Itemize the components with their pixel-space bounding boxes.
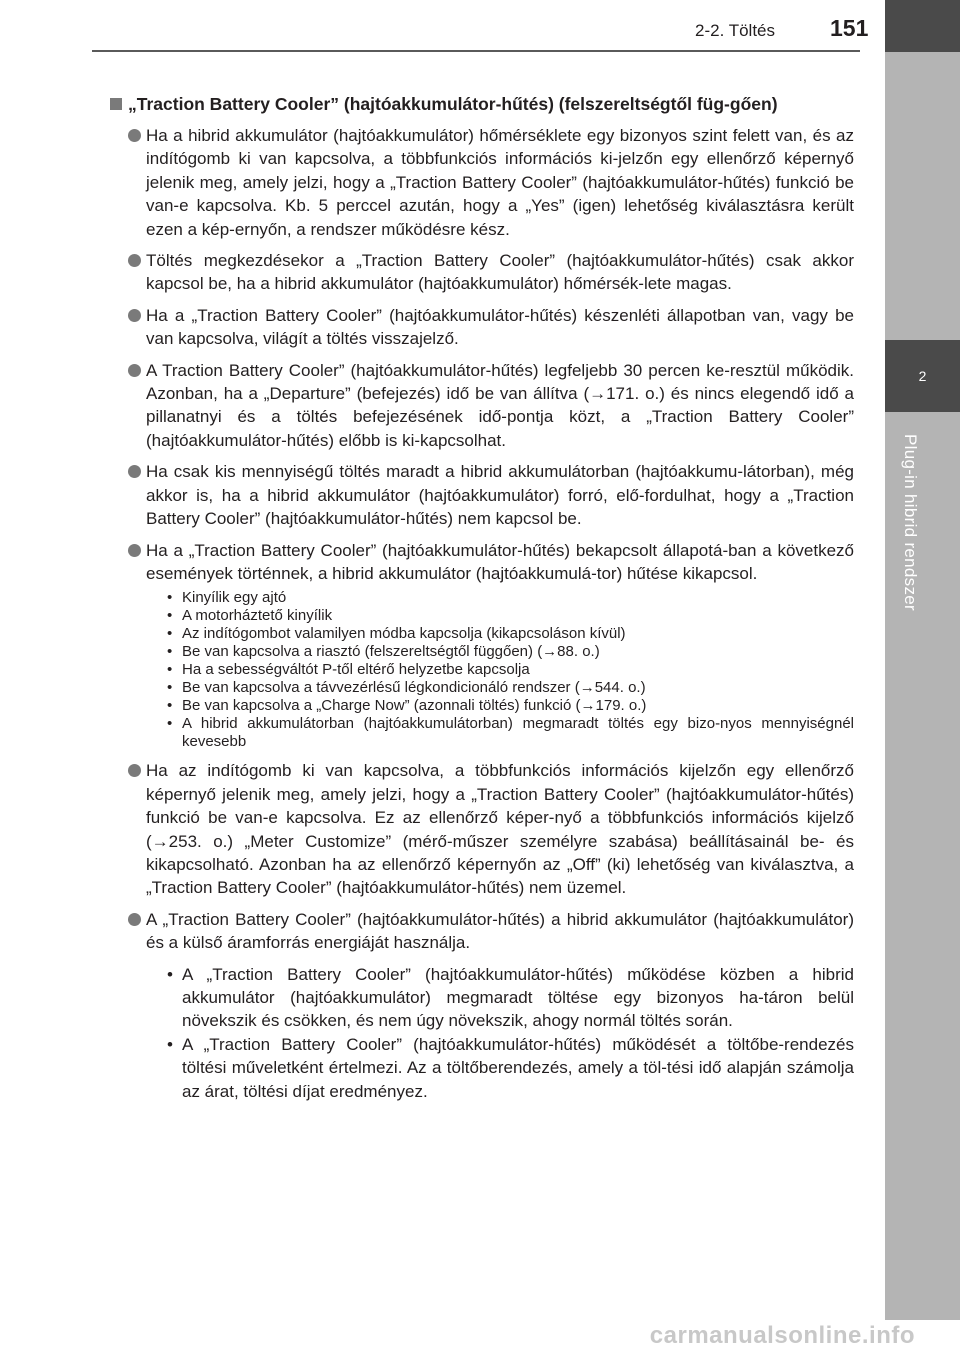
circle-bullet-icon [128, 129, 141, 142]
paragraph [128, 304, 854, 351]
chapter-number: 2 [918, 368, 927, 384]
page-number: 151 [830, 15, 869, 41]
list-item: • Be van kapcsolva a „Charge Now” (azonnali töltés) funkció (→179. o.) [164, 697, 854, 715]
paragraph-text: Ha a hibrid akkumulátor (hajtóakkumulátor) hőmérséklete egy bizonyos szint felett van, és az indítógomb ki van kapcsolva, a többfunkciós információs ki-jelzőn egy ellenőrző képernyő jelenik meg, amely jelzi, hogy a „Traction Battery Cooler” (hajtóakkumulátor-hűtés) funkció be van-e kapcsolva. Kb. 5 perccel azután, hogy a „Yes” (igen) lehetőség kiválasztásra került ezen a kép-ernyőn, a rendszer működésre kész. [146, 126, 854, 239]
side-band-top [885, 0, 960, 52]
list-item: • Be van kapcsolva a távvezérlésű légkondicionáló rendszer (→544. o.) [164, 679, 854, 697]
header-rule [92, 50, 860, 52]
paragraph [128, 759, 854, 899]
paragraph [128, 359, 854, 453]
paragraph-text: Ha a „Traction Battery Cooler” (hajtóakkumulátor-hűtés) bekapcsolt állapotá-ban a következő események történnek, a hibrid akkumulátor (hajtóakkumulá-tor) hűtése kikapcsol. [146, 540, 854, 583]
page-content [128, 92, 854, 1111]
paragraph [128, 124, 854, 241]
list-item: • A „Traction Battery Cooler” (hajtóakkumulátor-hűtés) működése közben a hibrid akkumulátor (hajtóakkumulátor) megmaradt töltése egy bizonyos ha-táron belül növekszik és csökken, és nem úgy növekszik, ahogy normál töltés során. [164, 963, 854, 1033]
circle-bullet-icon [128, 465, 141, 478]
event-list [164, 589, 854, 751]
paragraph-text: Ha az indítógomb ki van kapcsolva, a többfunkciós információs kijelzőn egy ellenőrző képernyő jelenik meg, amely jelzi, hogy a „Traction Battery Cooler” (hajtóakkumulátor-hűtés) funkció be van-e kapcsolva. Ez az ellenőrző képer-nyő a többfunkciós információs kijelző (→253. o.) „Meter Customize” (mérő-műszer személyre szabása) beállításainál be- és kikapcsolható. Azonban ha az ellenőrző képernyőn az „Off” (ki) lehetőség van kiválasztva, a „Traction Battery Cooler” (hajtóakkumulátor-hűtés) nem üzemel. [146, 761, 854, 898]
circle-bullet-icon [128, 544, 141, 557]
paragraph-text: Töltés megkezdésekor a „Traction Battery Cooler” (hajtóakkumulátor-hűtés) csak akkor kapcsol be, ha a hibrid akkumulátor (hajtóakkumulátor) hőmérsék-lete magas. [146, 251, 854, 294]
watermark-text: carmanualsonline.info [649, 1322, 915, 1349]
paragraph [128, 460, 854, 530]
circle-bullet-icon [128, 254, 141, 267]
section-title: „Traction Battery Cooler” (hajtóakkumulátor-hűtés) (felszereltségtől füg-gően) [128, 94, 778, 114]
watermark [0, 1320, 960, 1352]
section-heading [110, 92, 854, 116]
paragraph [128, 249, 854, 296]
list-item: • A „Traction Battery Cooler” (hajtóakkumulátor-hűtés) működését a töltőbe-rendezés töltési műveletként értelmezi. Az a töltőberendezés, amely a töl-tési idő alapján számolja az árat, töltési díjat eredményez. [164, 1033, 854, 1103]
paragraph [128, 908, 854, 1103]
side-band [885, 52, 960, 1352]
circle-bullet-icon [128, 309, 141, 322]
circle-bullet-icon [128, 913, 141, 926]
list-item: • A motorháztető kinyílik [164, 607, 854, 625]
circle-bullet-icon [128, 764, 141, 777]
header-section-title: 2-2. Töltés [695, 21, 776, 40]
chapter-label: Plug-in hibrid rendszer [901, 434, 920, 611]
list-item: • Ha a sebességváltót P-től eltérő helyzetbe kapcsolja [164, 661, 854, 679]
list-item: • A hibrid akkumulátorban (hajtóakkumulátorban) megmaradt töltés egy bizo-nyos mennyiségnél kevesebb [164, 715, 854, 751]
circle-bullet-icon [128, 364, 141, 377]
note-list [164, 963, 854, 1103]
paragraph [128, 539, 854, 752]
paragraph-text: A Traction Battery Cooler” (hajtóakkumulátor-hűtés) legfeljebb 30 percen ke-resztül működik. Azonban, ha a „Departure” (befejezés) idő be van állítva (→171. o.) és nincs elegendő idő a pillanatnyi és a töltés befejezésének idő-pontja közt, a „Traction Battery Cooler” (hajtóakkumulátor-hűtés) előbb is ki-kapcsolhat. [146, 360, 854, 450]
list-item: • Be van kapcsolva a riasztó (felszereltségtől függően) (→88. o.) [164, 643, 854, 661]
chapter-tab [885, 340, 960, 412]
list-item: • Az indítógombot valamilyen módba kapcsolja (kikapcsoláson kívül) [164, 625, 854, 643]
list-item: • Kinyílik egy ajtó [164, 589, 854, 607]
paragraph-text: A „Traction Battery Cooler” (hajtóakkumulátor-hűtés) a hibrid akkumulátor (hajtóakkumulátor) és a külső áramforrás energiáját használja. [146, 909, 854, 953]
paragraph-text: Ha csak kis mennyiségű töltés maradt a hibrid akkumulátorban (hajtóakkumu-látorban), még akkor is, ha a hibrid akkumulátor (hajtóakkumulátor) forró, elő-fordulhat, hogy a „Traction Battery Cooler” (hajtóakkumulátor-hűtés) nem kapcsol be. [146, 462, 854, 529]
square-bullet-icon [110, 98, 122, 110]
paragraph-text: Ha a „Traction Battery Cooler” (hajtóakkumulátor-hűtés) készenléti állapotban van, vagy be van kapcsolva, világít a töltés visszajelző. [146, 305, 854, 349]
